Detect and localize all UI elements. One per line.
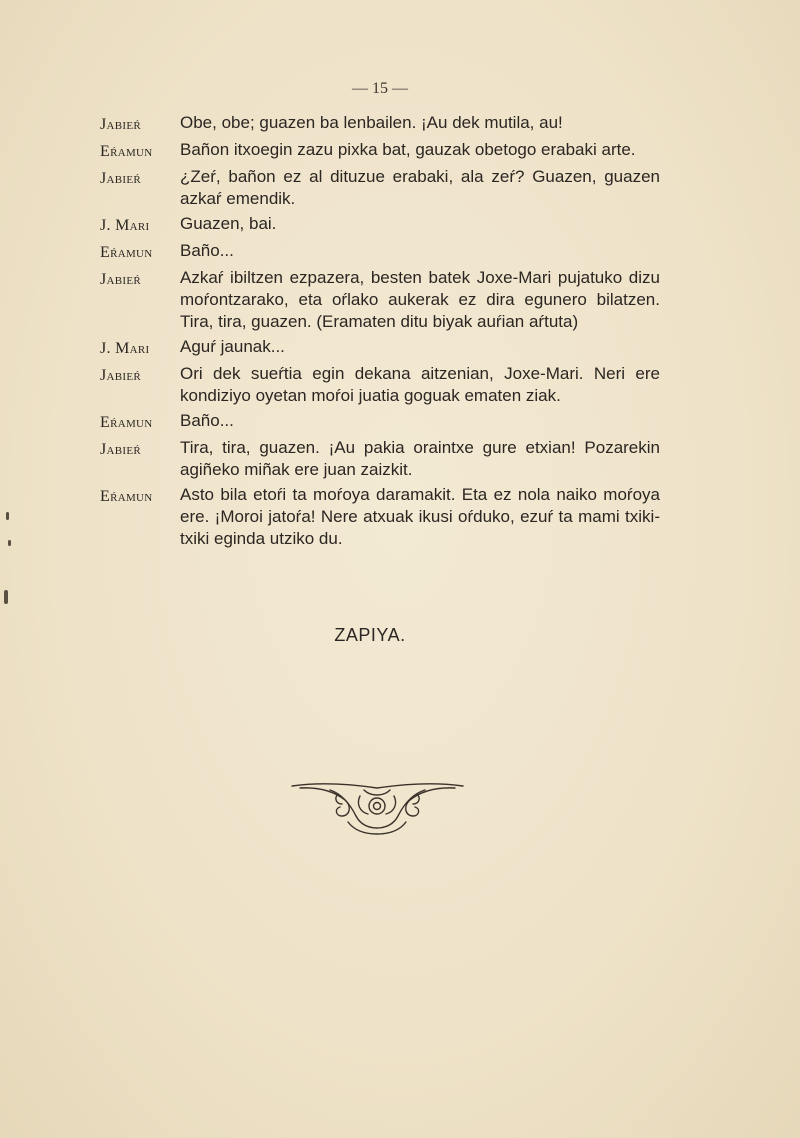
speaker-name: Jabieŕ	[100, 170, 142, 187]
dialogue-line: Baño...	[180, 411, 234, 430]
dialogue-line: ¿Zeŕ, bañon ez al dituzue erabaki, ala zeŕ? Guazen, guazen azkaŕ emendik.	[180, 167, 660, 208]
paper-mark	[8, 540, 11, 546]
dialogue-line: Obe, obe; guazen ba lenbailen. ¡Au dek mutila, au!	[180, 113, 563, 132]
speaker-name: Jabieŕ	[100, 441, 142, 458]
dialogue-line: Asto bila etoŕi ta moŕoya daramakit. Eta ez nola naiko moŕoya ere. ¡Moroi jatoŕa! Nere atxuak ikusi oŕduko, ezuŕ ta mami txiki-txiki eginda utziko du.	[180, 485, 660, 548]
speaker-name: Eŕamun	[100, 244, 153, 261]
dialogue-line: Azkaŕ ibiltzen ezpazera, besten batek Joxe-Mari pujatuko dizu moŕontzarako, eta oŕlako aukerak ez dira egunero bilatzen. Tira, tira, guazen. (Eramaten ditu biyak auŕian aŕtuta)	[180, 268, 660, 331]
paper-mark	[6, 512, 9, 520]
speaker-name: Eŕamun	[100, 488, 153, 505]
dialogue-turn	[100, 267, 660, 333]
speaker-name: J. Mari	[100, 217, 150, 234]
floral-vignette-icon	[290, 778, 465, 838]
dialogue-line: Aguŕ jaunak...	[180, 337, 285, 356]
paper-mark	[4, 590, 8, 604]
end-title: ZAPIYA.	[334, 625, 406, 645]
dialogue-line: Ori dek sueŕtia egin dekana aitzenian, Joxe-Mari. Neri ere kondiziyo oyetan moŕoi juatia goguak ematen ziak.	[180, 364, 660, 405]
dialogue-turn	[100, 336, 660, 360]
dialogue-turn	[100, 213, 660, 237]
dialogue-turn	[100, 240, 660, 264]
dialogue-turn	[100, 112, 660, 136]
dialogue-block	[100, 112, 660, 553]
dialogue-turn	[100, 139, 660, 163]
dialogue-line: Bañon itxoegin zazu pixka bat, gauzak obetogo erabaki arte.	[180, 140, 636, 159]
speaker-name: J. Mari	[100, 340, 150, 357]
page-number: — 15 —	[352, 80, 408, 97]
speaker-name: Eŕamun	[100, 414, 153, 431]
dialogue-turn	[100, 410, 660, 434]
speaker-name: Jabieŕ	[100, 367, 142, 384]
dialogue-turn	[100, 484, 660, 550]
dialogue-turn	[100, 166, 660, 210]
dialogue-line: Baño...	[180, 241, 234, 260]
dialogue-turn	[100, 363, 660, 407]
speaker-name: Jabieŕ	[100, 271, 142, 288]
dialogue-turn	[100, 437, 660, 481]
speaker-name: Eŕamun	[100, 143, 153, 160]
dialogue-line: Tira, tira, guazen. ¡Au pakia oraintxe gure etxian! Pozarekin agiñeko miñak ere juan zaizkit.	[180, 438, 660, 479]
dialogue-line: Guazen, bai.	[180, 214, 277, 233]
speaker-name: Jabieŕ	[100, 116, 142, 133]
